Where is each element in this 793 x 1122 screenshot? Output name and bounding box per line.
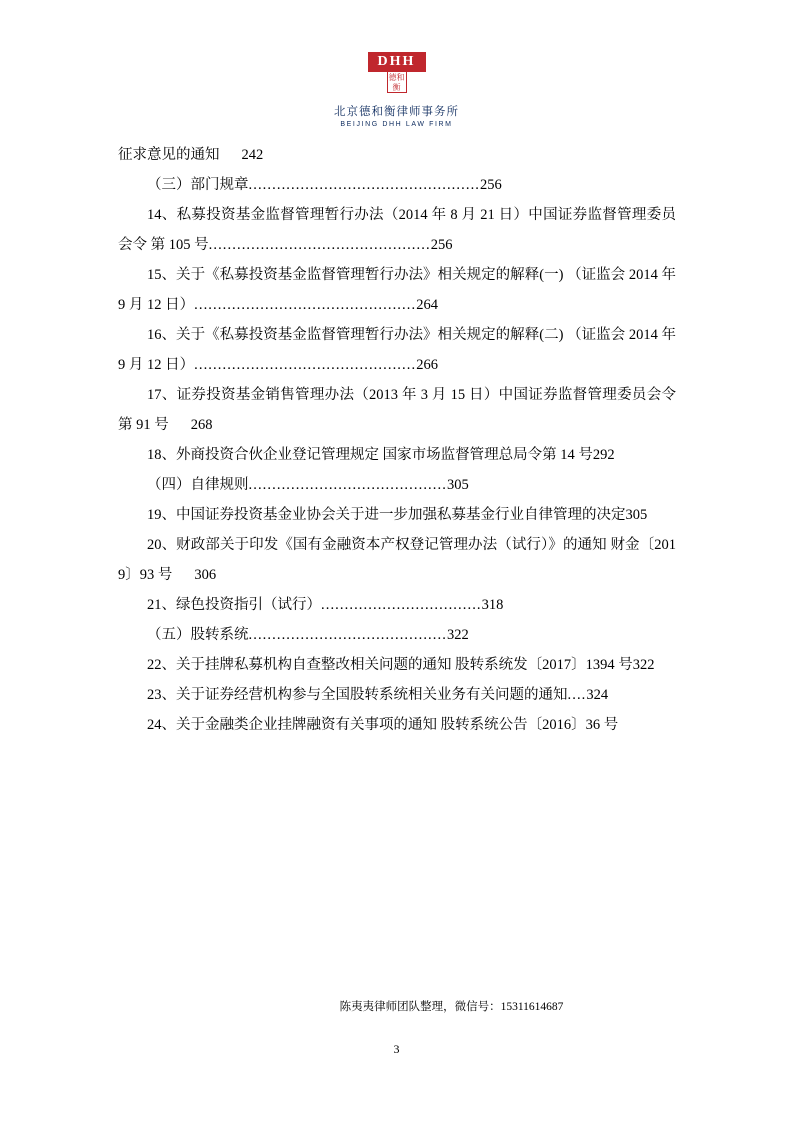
toc-entry[interactable] [118,140,676,170]
toc-entry-page: 322 [446,627,469,643]
toc-entry-text: 征求意见的通知 [118,147,220,163]
table-of-contents [118,140,676,740]
toc-entry-text: 16、关于《私募投资基金监督管理暂行办法》相关规定的解释(二) （证监会 2014 年 9 月 12 日） [118,327,676,373]
toc-entry-page: 256 [480,177,502,193]
toc-entry-text: 23、关于证券经营机构参与全国股转系统相关业务有关问题的通知 [147,687,568,703]
logo-mark-icon [368,52,426,94]
toc-entry-text: 19、中国证券投资基金业协会关于进一步加强私募基金行业自律管理的决定 [147,507,626,523]
toc-leader-dots: .................................. [321,597,482,613]
toc-entry[interactable] [118,650,676,680]
toc-entry-text: 22、关于挂牌私募机构自查整改相关问题的通知 股转系统发〔2017〕1394 号 [147,657,633,673]
toc-entry[interactable] [118,470,676,500]
toc-entry-text: 18、外商投资合伙企业登记管理规定 国家市场监督管理总局令第 14 号 [147,447,593,463]
toc-entry-text: （五）股转系统 [147,627,249,643]
toc-entry-text: 24、关于金融类企业挂牌融资有关事项的通知 股转系统公告〔2016〕36 号 [147,717,619,733]
toc-entry[interactable] [118,200,676,260]
toc-entry[interactable] [118,380,676,440]
toc-entry-page: 305 [625,507,648,523]
toc-entry[interactable] [118,320,676,380]
toc-entry[interactable] [118,590,676,620]
toc-entry-page: 318 [481,597,504,613]
toc-leader-dots: ................................................. [248,177,481,193]
toc-entry-page: 305 [446,477,469,493]
toc-entry-page: 324 [586,687,609,703]
firm-logo [0,52,793,128]
toc-entry-page: 292 [592,447,615,463]
toc-entry-text: （四）自律规则 [147,477,249,493]
page-number: 3 [393,1042,400,1056]
toc-entry-text: 14、私募投资基金监督管理暂行办法（2014 年 8 月 21 日）中国证券监督管理委员会令 第 105 号 [118,207,676,253]
toc-leader-dots: .......................................... [248,627,447,643]
toc-entry-text: 15、关于《私募投资基金监督管理暂行办法》相关规定的解释(一) （证监会 2014 年 9 月 12 日） [118,267,676,313]
toc-entry[interactable] [118,680,676,710]
logo-mark-text: DHH [377,54,416,69]
toc-leader-dots: ............................................... [194,297,417,313]
toc-leader-dots: ............................................... [208,237,431,253]
toc-entry[interactable] [118,500,676,530]
toc-entry-page: 256 [430,237,453,253]
toc-entry[interactable] [118,170,676,200]
logo-seal-icon: 德和衡 [388,73,405,92]
footer-note-text: 陈夷夷律师团队整理，微信号：15311614687 [339,1001,564,1013]
toc-entry-text: 21、绿色投资指引（试行） [147,597,321,613]
toc-entry[interactable] [118,440,676,470]
toc-leader-dots: .......................................... [248,477,447,493]
toc-entry[interactable] [118,710,676,740]
toc-leader-dots: ............................................... [194,357,417,373]
toc-entry-page: 266 [416,357,438,373]
toc-entry[interactable] [118,260,676,320]
toc-entry-page: 268 [190,417,213,433]
toc-entry-text: 20、财政部关于印发《国有金融资本产权登记管理办法（试行）》的通知 财金〔2019〕93 号 [118,537,676,583]
toc-entry-text: （三）部门规章 [147,177,249,193]
toc-entry-text: 17、证券投资基金销售管理办法（2013 年 3 月 15 日）中国证券监督管理委员会令第 91 号 [118,387,676,433]
toc-entry[interactable] [118,620,676,650]
toc-entry-page: 264 [416,297,438,313]
toc-leader-dots: .... [567,687,587,703]
toc-entry-page: 322 [632,657,655,673]
firm-name-en: BEIJING DHH LAW FIRM [340,121,453,128]
toc-entry-page: 306 [194,567,217,583]
toc-entry-page: 242 [241,147,264,163]
firm-name-cn: 北京德和衡律师事务所 [334,106,459,118]
footer-note [0,998,793,1014]
toc-entry[interactable] [118,530,676,590]
